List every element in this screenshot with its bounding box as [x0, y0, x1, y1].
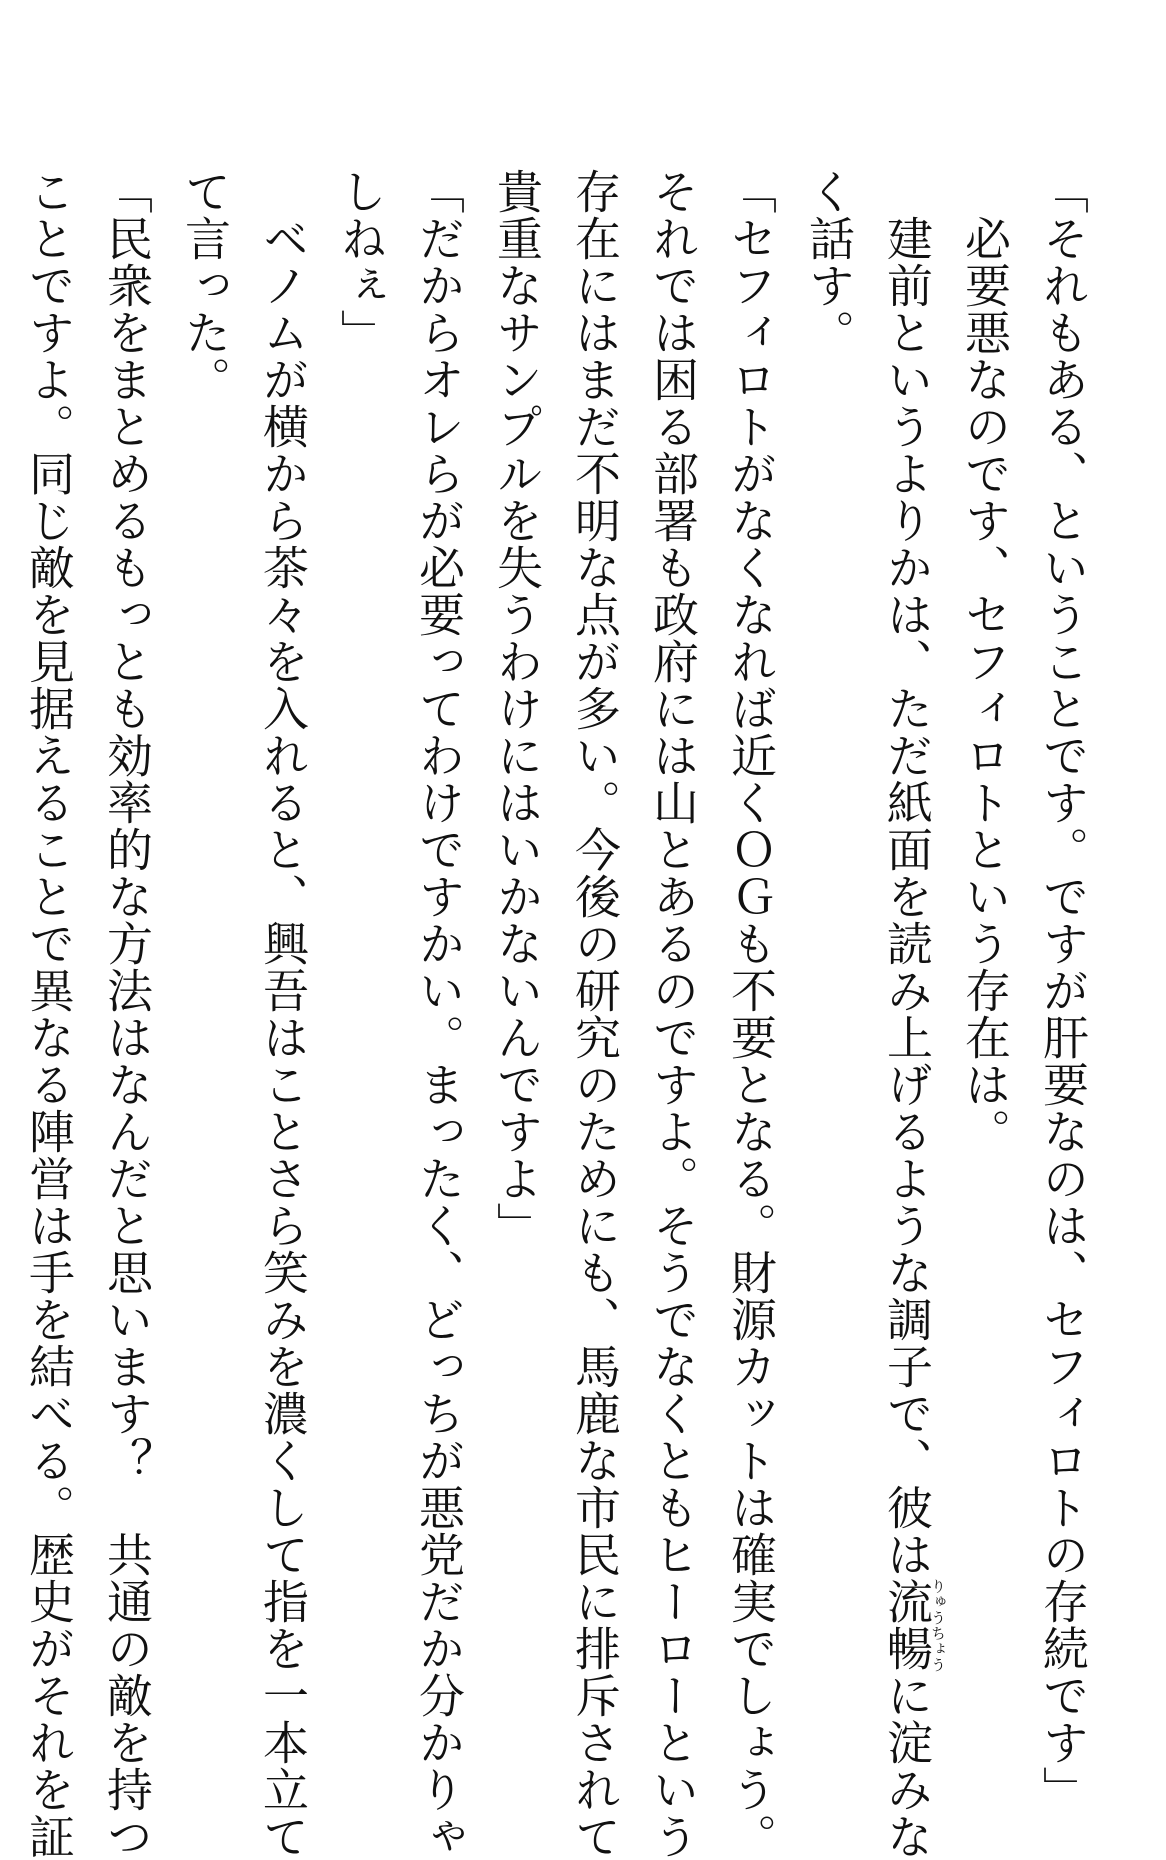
- text-line: ベノムが横から茶々を入れると、興吾はことさら笑みを濃くして指を一本立て: [256, 168, 310, 1860]
- text-line: 必要悪なのです、セフィロトという存在は。: [958, 168, 1012, 1155]
- text-line: 「民衆をまとめるもっとも効率的な方法はなんだと思います？ 共通の敵を持つ: [100, 168, 154, 1860]
- vertical-text-body: [22, 168, 1102, 1860]
- text-line: ことですよ。同じ敵を見据えることで異なる陣営は手を結べる。歴史がそれを証: [22, 168, 76, 1860]
- text-line: 「セフィロトがなくなれば近くＯＧも不要となる。財源カットは確実でしょう。: [724, 168, 778, 1860]
- text-line-with-ruby: [868, 168, 947, 1860]
- text-line: 存在にはまだ不明な点が多い。今後の研究のためにも、馬鹿な市民に排斥されて: [568, 168, 622, 1860]
- text-line: それでは困る部署も政府には山とあるのですよ。そうでなくともヒーローという: [646, 168, 700, 1860]
- text-line: て言った。: [178, 168, 232, 403]
- text-segment: に淀みな: [880, 1672, 934, 1860]
- ruby-base: 流暢: [880, 1578, 934, 1672]
- text-line: 「それもある、ということです。ですが肝要なのは、セフィロトの存続です」: [1036, 168, 1090, 1813]
- text-line: 「だからオレらが必要ってわけですかい。まったく、どっちが悪党だか分かりゃ: [412, 168, 466, 1860]
- ruby-reading: りゅうちょう: [929, 1578, 947, 1672]
- text-line: く話す。: [802, 168, 856, 356]
- text-line: [0, 168, 10, 1568]
- ruby-annotation: [880, 1578, 947, 1672]
- text-line: 貴重なサンプルを失うわけにはいかないんですよ」: [490, 168, 544, 1249]
- text-line: しねぇ」: [334, 168, 388, 356]
- text-segment: 建前というよりかは、ただ紙面を読み上げるような調子で、彼は: [880, 168, 934, 1578]
